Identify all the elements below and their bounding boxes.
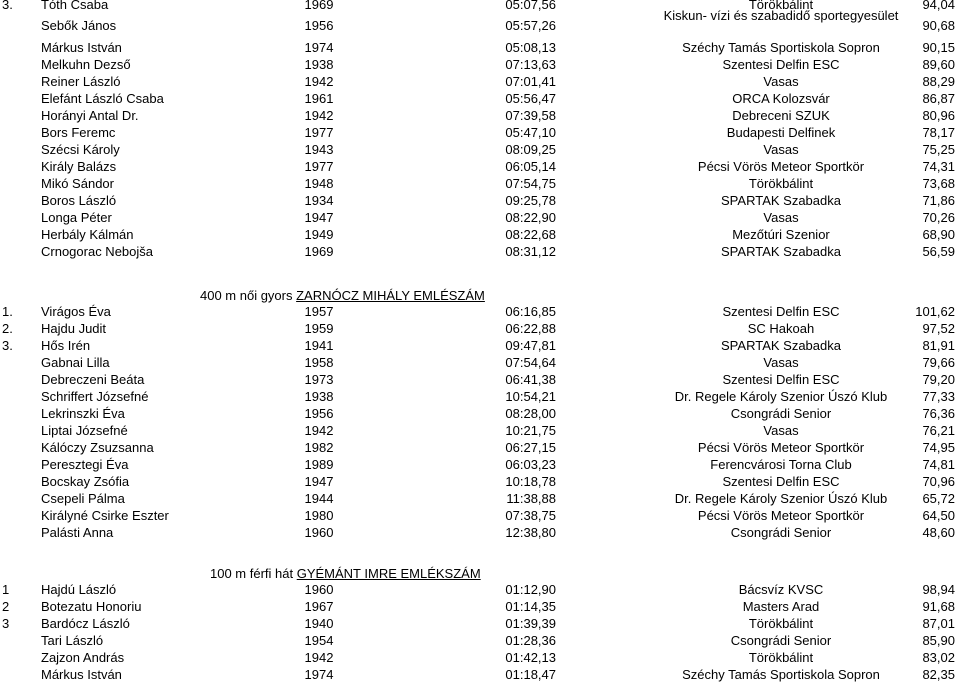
name-cell: Horányi Antal Dr.: [41, 108, 139, 123]
name-cell: Márkus István: [41, 667, 122, 682]
birth-year-cell: 1942: [304, 423, 334, 438]
name-cell: Botezatu Honoriu: [41, 599, 142, 614]
table-row: [0, 633, 960, 649]
name-cell: Palásti Anna: [41, 525, 114, 540]
name-cell: Peresztegi Éva: [41, 457, 129, 472]
table-row: [0, 440, 960, 456]
club-cell: Dr. Regele Károly Szenior Úszó Klub: [674, 491, 888, 506]
club-cell: Vasas: [763, 423, 799, 438]
points-cell: 94,04: [922, 0, 955, 12]
points-cell: 77,33: [922, 389, 955, 404]
club-cell: Dr. Regele Károly Szenior Úszó Klub: [674, 389, 888, 404]
table-row: [0, 304, 960, 320]
table-row: [0, 406, 960, 422]
table-row: [0, 355, 960, 371]
time-cell: 06:27,15: [505, 440, 556, 455]
table-row: [0, 244, 960, 260]
club-cell: Csongrádi Senior: [730, 525, 832, 540]
time-cell: 08:09,25: [505, 142, 556, 157]
name-cell: Bocskay Zsófia: [41, 474, 130, 489]
birth-year-cell: 1969: [304, 0, 334, 12]
time-cell: 01:28,36: [505, 633, 556, 648]
time-cell: 01:39,39: [505, 616, 556, 631]
rank-cell: 3.: [2, 0, 13, 12]
name-cell: Szécsi Károly: [41, 142, 120, 157]
points-cell: 56,59: [922, 244, 955, 259]
table-row: [0, 40, 960, 56]
table-row: [0, 142, 960, 158]
birth-year-cell: 1947: [304, 210, 334, 225]
club-cell: SC Hakoah: [747, 321, 815, 336]
birth-year-cell: 1942: [304, 108, 334, 123]
table-row: [0, 525, 960, 541]
table-row: [0, 508, 960, 524]
time-cell: 10:54,21: [505, 389, 556, 404]
club-cell: Ferencvárosi Torna Club: [710, 457, 852, 472]
club-cell: Széchy Tamás Sportiskola Sopron: [682, 40, 880, 55]
birth-year-cell: 1947: [304, 474, 334, 489]
event-title-text: 400 m női gyors: [200, 288, 297, 303]
points-cell: 90,68: [922, 18, 955, 33]
points-cell: 79,20: [922, 372, 955, 387]
birth-year-cell: 1961: [304, 91, 334, 106]
birth-year-cell: 1969: [304, 244, 334, 259]
time-cell: 06:41,38: [505, 372, 556, 387]
birth-year-cell: 1956: [304, 406, 334, 421]
points-cell: 70,96: [922, 474, 955, 489]
name-cell: Hajdú László: [41, 582, 117, 597]
name-cell: Márkus István: [41, 40, 122, 55]
rank-cell: 2.: [2, 321, 13, 336]
name-cell: Kálóczy Zsuzsanna: [41, 440, 154, 455]
table-row: [0, 210, 960, 226]
table-row: [0, 57, 960, 73]
table-row: [0, 457, 960, 473]
birth-year-cell: 1977: [304, 125, 334, 140]
points-cell: 81,91: [922, 338, 955, 353]
time-cell: 07:54,75: [505, 176, 556, 191]
club-cell: Szentesi Delfin ESC: [722, 372, 840, 387]
birth-year-cell: 1941: [304, 338, 334, 353]
rank-cell: 1: [2, 582, 10, 597]
name-cell: Melkuhn Dezső: [41, 57, 131, 72]
club-cell: Budapesti Delfinek: [726, 125, 836, 140]
time-cell: 10:21,75: [505, 423, 556, 438]
time-cell: 12:38,80: [505, 525, 556, 540]
table-row: [0, 321, 960, 337]
birth-year-cell: 1959: [304, 321, 334, 336]
club-cell: Bácsvíz KVSC: [738, 582, 824, 597]
name-cell: Mikó Sándor: [41, 176, 114, 191]
birth-year-cell: 1960: [304, 525, 334, 540]
club-cell: Masters Arad: [742, 599, 820, 614]
time-cell: 10:18,78: [505, 474, 556, 489]
club-cell: ORCA Kolozsvár: [732, 91, 830, 106]
birth-year-cell: 1956: [304, 18, 334, 33]
points-cell: 97,52: [922, 321, 955, 336]
points-cell: 79,66: [922, 355, 955, 370]
club-cell: Törökbálint: [748, 176, 814, 191]
club-cell: Vasas: [763, 142, 799, 157]
birth-year-cell: 1948: [304, 176, 334, 191]
birth-year-cell: 1974: [304, 40, 334, 55]
table-row: [0, 108, 960, 124]
birth-year-cell: 1949: [304, 227, 334, 242]
name-cell: Bors Feremc: [41, 125, 116, 140]
time-cell: 08:31,12: [505, 244, 556, 259]
points-cell: 91,68: [922, 599, 955, 614]
points-cell: 80,96: [922, 108, 955, 123]
birth-year-cell: 1942: [304, 650, 334, 665]
points-cell: 89,60: [922, 57, 955, 72]
name-cell: Lekrinszki Éva: [41, 406, 125, 421]
birth-year-cell: 1960: [304, 582, 334, 597]
name-cell: Királyné Csirke Eszter: [41, 508, 169, 523]
points-cell: 65,72: [922, 491, 955, 506]
points-cell: 76,36: [922, 406, 955, 421]
time-cell: 05:08,13: [505, 40, 556, 55]
points-cell: 76,21: [922, 423, 955, 438]
table-row: [0, 667, 960, 683]
club-cell: Vasas: [763, 355, 799, 370]
birth-year-cell: 1973: [304, 372, 334, 387]
time-cell: 08:22,90: [505, 210, 556, 225]
birth-year-cell: 1954: [304, 633, 334, 648]
time-cell: 01:18,47: [505, 667, 556, 682]
time-cell: 05:47,10: [505, 125, 556, 140]
time-cell: 05:57,26: [505, 18, 556, 33]
points-cell: 73,68: [922, 176, 955, 191]
time-cell: 01:12,90: [505, 582, 556, 597]
memorial-title-text: GYÉMÁNT IMRE EMLÉKSZÁM: [296, 566, 481, 581]
club-cell: Szentesi Delfin ESC: [722, 57, 840, 72]
time-cell: 01:14,35: [505, 599, 556, 614]
points-cell: 75,25: [922, 142, 955, 157]
name-cell: Elefánt László Csaba: [41, 91, 164, 106]
name-cell: Crnogorac Nebojša: [41, 244, 154, 259]
time-cell: 01:42,13: [505, 650, 556, 665]
rank-cell: 3: [2, 616, 10, 631]
birth-year-cell: 1977: [304, 159, 334, 174]
club-cell: SPARTAK Szabadka: [721, 244, 841, 259]
points-cell: 101,62: [915, 304, 955, 319]
birth-year-cell: 1942: [304, 74, 334, 89]
points-cell: 85,90: [922, 633, 955, 648]
club-cell: Kiskun- vízi és szabadidő sportegyesület: [663, 8, 899, 23]
time-cell: 09:47,81: [505, 338, 556, 353]
table-row: [0, 125, 960, 141]
birth-year-cell: 1980: [304, 508, 334, 523]
name-cell: Gabnai Lilla: [41, 355, 110, 370]
time-cell: 07:01,41: [505, 74, 556, 89]
name-cell: Liptai Józsefné: [41, 423, 128, 438]
name-cell: Tóth Csaba: [41, 0, 109, 12]
name-cell: Csepeli Pálma: [41, 491, 125, 506]
club-cell: Törökbálint: [748, 0, 814, 12]
name-cell: Sebők János: [41, 18, 117, 33]
club-cell: Vasas: [763, 74, 799, 89]
birth-year-cell: 1944: [304, 491, 334, 506]
points-cell: 86,87: [922, 91, 955, 106]
points-cell: 68,90: [922, 227, 955, 242]
time-cell: 05:07,56: [505, 0, 556, 12]
time-cell: 07:39,58: [505, 108, 556, 123]
rank-cell: 3.: [2, 338, 13, 353]
club-cell: SPARTAK Szabadka: [721, 193, 841, 208]
name-cell: Virágos Éva: [41, 304, 111, 319]
time-cell: 09:25,78: [505, 193, 556, 208]
table-row: [0, 372, 960, 388]
time-cell: 08:22,68: [505, 227, 556, 242]
table-row: [0, 74, 960, 90]
club-cell: SPARTAK Szabadka: [721, 338, 841, 353]
points-cell: 64,50: [922, 508, 955, 523]
points-cell: 82,35: [922, 667, 955, 682]
table-row: [0, 91, 960, 107]
club-cell: Vasas: [763, 210, 799, 225]
birth-year-cell: 1938: [304, 57, 334, 72]
time-cell: 05:56,47: [505, 91, 556, 106]
birth-year-cell: 1989: [304, 457, 334, 472]
birth-year-cell: 1982: [304, 440, 334, 455]
points-cell: 78,17: [922, 125, 955, 140]
name-cell: Reiner László: [41, 74, 121, 89]
table-row: [0, 8, 960, 34]
birth-year-cell: 1934: [304, 193, 334, 208]
time-cell: 06:03,23: [505, 457, 556, 472]
club-cell: Pécsi Vörös Meteor Sportkör: [697, 508, 865, 523]
club-cell: Csongrádi Senior: [730, 406, 832, 421]
birth-year-cell: 1938: [304, 389, 334, 404]
time-cell: 07:54,64: [505, 355, 556, 370]
birth-year-cell: 1940: [304, 616, 334, 631]
table-row: [0, 389, 960, 405]
time-cell: 07:38,75: [505, 508, 556, 523]
table-row: [0, 227, 960, 243]
name-cell: Bardócz László: [41, 616, 130, 631]
table-row: [0, 193, 960, 209]
name-cell: Hajdu Judit: [41, 321, 107, 336]
table-row: [0, 650, 960, 666]
memorial-title-text: ZARNÓCZ MIHÁLY EMLÉSZÁM: [296, 288, 485, 303]
time-cell: 06:22,88: [505, 321, 556, 336]
points-cell: 90,15: [922, 40, 955, 55]
club-cell: Pécsi Vörös Meteor Sportkör: [697, 440, 865, 455]
club-cell: Csongrádi Senior: [730, 633, 832, 648]
points-cell: 70,26: [922, 210, 955, 225]
birth-year-cell: 1943: [304, 142, 334, 157]
name-cell: Tari László: [41, 633, 104, 648]
club-cell: Törökbálint: [748, 650, 814, 665]
club-cell: Széchy Tamás Sportiskola Sopron: [682, 667, 880, 682]
table-row: [0, 616, 960, 632]
birth-year-cell: 1957: [304, 304, 334, 319]
points-cell: 74,31: [922, 159, 955, 174]
time-cell: 06:16,85: [505, 304, 556, 319]
rank-cell: 1.: [2, 304, 13, 319]
event-title-text: 100 m férfi hát: [210, 566, 297, 581]
points-cell: 87,01: [922, 616, 955, 631]
points-cell: 71,86: [922, 193, 955, 208]
name-cell: Debreczeni Beáta: [41, 372, 145, 387]
section-title-100m-men-back: [0, 566, 960, 582]
table-row: [0, 474, 960, 490]
table-row: [0, 176, 960, 192]
section-title-400m-women: [0, 288, 960, 304]
time-cell: 07:13,63: [505, 57, 556, 72]
table-row: [0, 338, 960, 354]
birth-year-cell: 1958: [304, 355, 334, 370]
time-cell: 06:05,14: [505, 159, 556, 174]
club-cell: Szentesi Delfin ESC: [722, 304, 840, 319]
table-row: [0, 599, 960, 615]
table-row: [0, 159, 960, 175]
name-cell: Boros László: [41, 193, 117, 208]
birth-year-cell: 1967: [304, 599, 334, 614]
club-cell: Debreceni SZUK: [732, 108, 830, 123]
name-cell: Schriffert Józsefné: [41, 389, 149, 404]
table-row: [0, 491, 960, 507]
club-cell: Pécsi Vörös Meteor Sportkör: [697, 159, 865, 174]
name-cell: Longa Péter: [41, 210, 112, 225]
points-cell: 98,94: [922, 582, 955, 597]
name-cell: Hős Irén: [41, 338, 91, 353]
time-cell: 08:28,00: [505, 406, 556, 421]
name-cell: Herbály Kálmán: [41, 227, 134, 242]
rank-cell: 2: [2, 599, 10, 614]
birth-year-cell: 1974: [304, 667, 334, 682]
club-cell: Törökbálint: [748, 616, 814, 631]
points-cell: 88,29: [922, 74, 955, 89]
points-cell: 74,81: [922, 457, 955, 472]
table-row: [0, 582, 960, 598]
points-cell: 74,95: [922, 440, 955, 455]
club-cell: Szentesi Delfin ESC: [722, 474, 840, 489]
table-row: [0, 423, 960, 439]
name-cell: Zajzon András: [41, 650, 125, 665]
points-cell: 83,02: [922, 650, 955, 665]
club-cell: Mezőtúri Szenior: [732, 227, 830, 242]
time-cell: 11:38,88: [506, 491, 556, 506]
name-cell: Király Balázs: [41, 159, 117, 174]
points-cell: 48,60: [922, 525, 955, 540]
